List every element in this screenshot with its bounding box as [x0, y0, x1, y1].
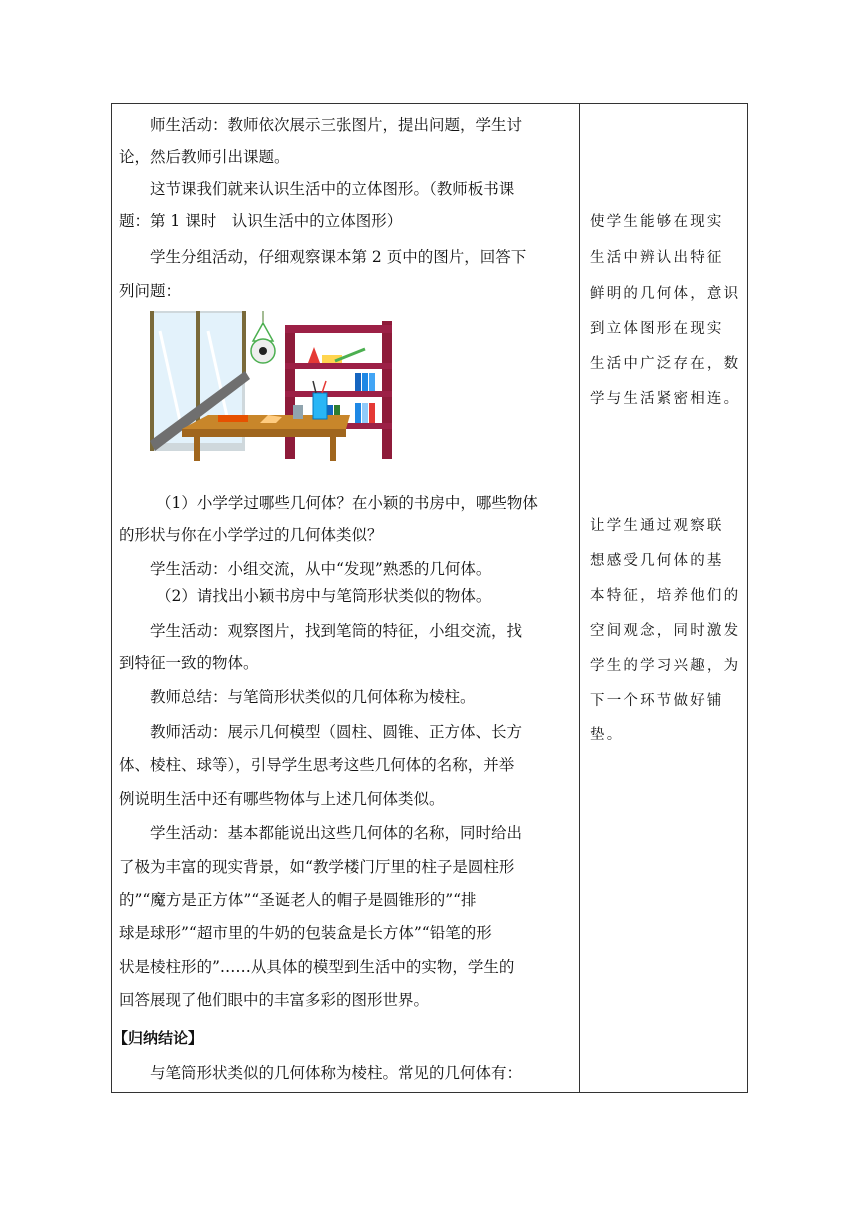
main-line: 球是球形”“超市里的牛奶的包装盒是长方体”“铅笔的形: [119, 924, 492, 942]
main-line: 体、棱柱、球等），引导学生思考这些几何体的名称，并举: [119, 756, 515, 774]
main-line: 状是棱柱形的”……从具体的模型到生活中的实物，学生的: [119, 958, 515, 976]
study-room-illustration: [150, 311, 415, 461]
main-line: 师生活动：教师依次展示三张图片，提出问题，学生讨: [150, 116, 523, 134]
main-line: 回答展现了他们眼中的丰富多彩的图形世界。: [119, 991, 430, 1009]
note-line: 本特征，培养他们的: [590, 588, 741, 604]
note-line: 下一个环节做好铺: [590, 693, 724, 709]
main-line: 教师总结：与笔筒形状类似的几何体称为棱柱。: [150, 688, 476, 706]
note-line: 垫。: [590, 727, 624, 743]
main-line: 学生分组活动，仔细观察课本第 2 页中的图片，回答下: [150, 248, 527, 266]
main-line: 题：第 1 课时 认识生活中的立体图形）: [119, 212, 403, 230]
section-heading: 【归纳结论】: [113, 1029, 204, 1047]
main-line: 的”“魔方是正方体”“圣诞老人的帽子是圆锥形的”“排: [119, 891, 477, 909]
note-line: 生活中辨认出特征: [590, 250, 724, 266]
note-line: 想感受几何体的基: [590, 553, 724, 569]
note-line: 学与生活紧密相连。: [590, 391, 741, 407]
note-line: 让学生通过观察联: [590, 518, 724, 534]
notes-column: [580, 104, 748, 1092]
main-line: 这节课我们就来认识生活中的立体图形。（教师板书课: [150, 180, 515, 198]
main-line: 了极为丰富的现实背景，如“教学楼门厅里的柱子是圆柱形: [119, 858, 515, 876]
main-line: 的形状与你在小学学过的几何体类似？: [119, 526, 383, 544]
main-line: 到特征一致的物体。: [119, 654, 259, 672]
main-line: 教师活动：展示几何模型（圆柱、圆锥、正方体、长方: [150, 723, 523, 741]
main-line: 论，然后教师引出课题。: [119, 148, 290, 166]
note-line: 鲜明的几何体，意识: [590, 286, 741, 302]
note-line: 学生的学习兴趣，为: [590, 658, 741, 674]
note-line: 使学生能够在现实: [590, 214, 724, 230]
main-line: 列问题：: [119, 282, 182, 300]
main-column: [112, 104, 579, 1092]
note-line: 生活中广泛存在，数: [590, 356, 741, 372]
main-line: 学生活动：观察图片，找到笔筒的特征，小组交流，找: [150, 622, 523, 640]
main-line: 例说明生活中还有哪些物体与上述几何体类似。: [119, 790, 445, 808]
main-line: （2）请找出小颖书房中与笔筒形状类似的物体。: [156, 587, 492, 605]
main-line: 学生活动：小组交流，从中“发现”熟悉的几何体。: [150, 560, 492, 578]
main-line: （1）小学学过哪些几何体？在小颖的书房中，哪些物体: [156, 494, 538, 512]
lesson-table: [111, 103, 748, 1093]
main-line: 与笔筒形状类似的几何体称为棱柱。常见的几何体有：: [150, 1064, 523, 1082]
note-line: 到立体图形在现实: [590, 321, 724, 337]
main-line: 学生活动：基本都能说出这些几何体的名称，同时给出: [150, 824, 523, 842]
note-line: 空间观念，同时激发: [590, 623, 741, 639]
